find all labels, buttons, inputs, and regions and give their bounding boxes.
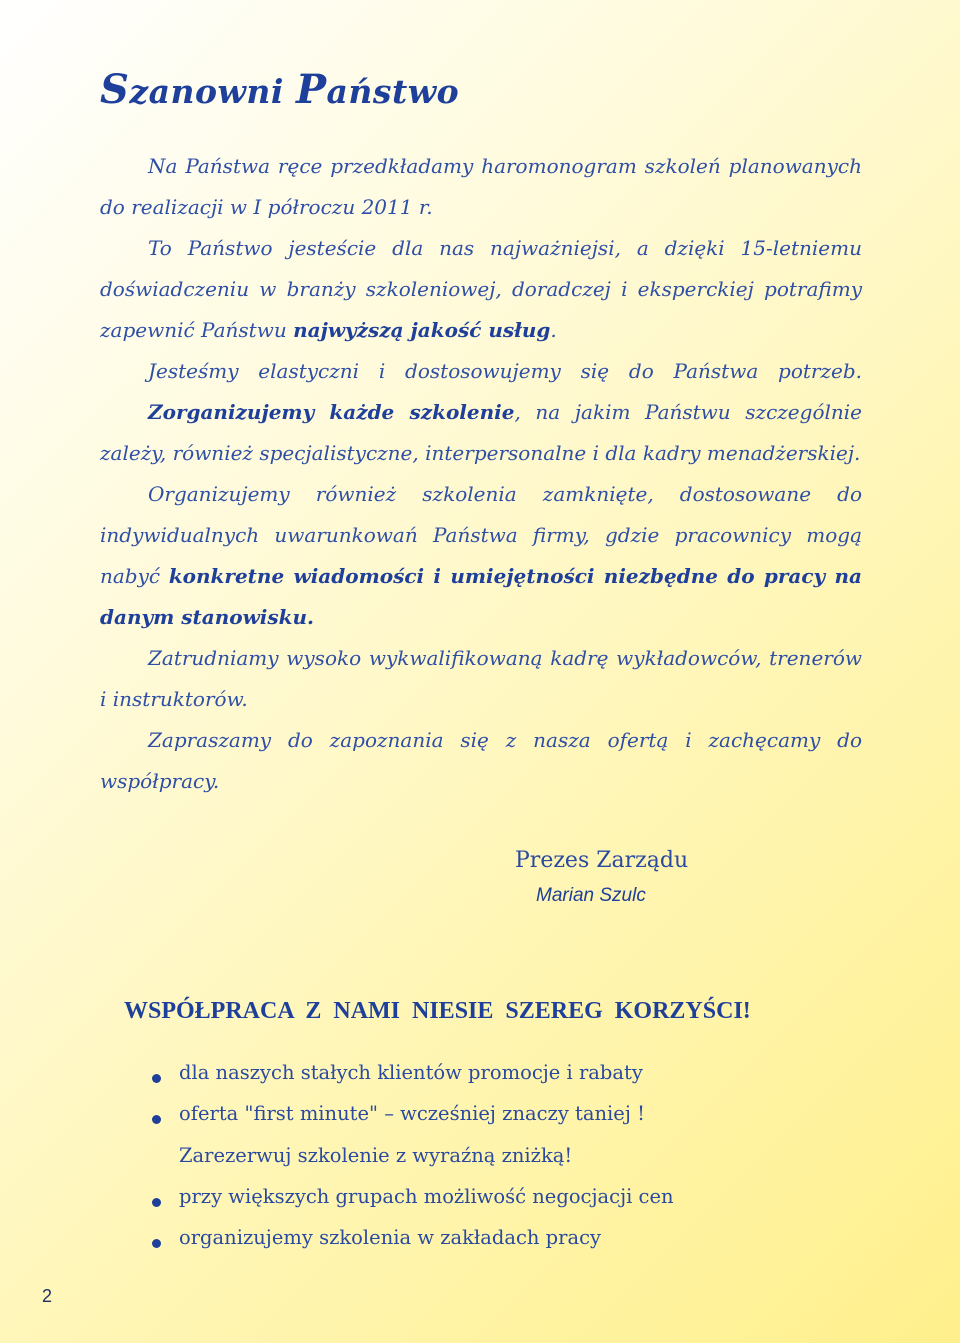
heading-initial-s: S (100, 66, 130, 113)
bullet-icon (152, 1115, 161, 1124)
paragraph-invitation: Zapraszamy do zapoznania się z nasza ofertą i zachęcamy do współpracy. (100, 728, 862, 793)
quality-end: . (550, 318, 557, 342)
paragraph-schedule: Na Państwa ręce przedkładamy haromonogram szkoleń planowanych do realizacji w I półroczu 2011 r. (100, 154, 862, 219)
any-training-text: , na jakim Państwu szczególnie zależy, również specjalistyczne, interpersonalne i dla kadry menadżerskiej. (100, 400, 863, 465)
greeting-heading (100, 66, 459, 113)
paragraph-closed-training (100, 474, 862, 638)
benefit-item-continuation (150, 1135, 674, 1176)
benefit-text: oferta "first minute" – wcześniej znaczy taniej ! (179, 1102, 645, 1126)
paragraph-any-training (100, 392, 862, 474)
paragraph-quality (100, 228, 862, 351)
benefit-item (150, 1052, 674, 1093)
heading-word-2: aństwo (326, 72, 460, 111)
heading-word-1: zanowni (129, 72, 296, 111)
benefits-list (150, 1052, 674, 1258)
letter-body (100, 146, 862, 802)
quality-text: To Państwo jesteście dla nas najważniejsi, a dzięki 15-letniemu doświadczeniu w branży szkoleniowej, doradczej i eksperckiej potrafimy zapewnić Państwu (100, 236, 862, 342)
any-training-highlight: Zorganizujemy każde szkolenie (148, 400, 515, 424)
benefit-text: organizujemy szkolenia w zakładach pracy (179, 1226, 602, 1250)
benefits-heading: WSPÓŁPRACA Z NAMI NIESIE SZEREG KORZYŚCI! (124, 998, 751, 1024)
paragraph-staff: Zatrudniamy wysoko wykwalifikowaną kadrę wykładowców, trenerów i instruktorów. (100, 646, 862, 711)
benefit-item (150, 1093, 674, 1134)
heading-initial-p: P (295, 66, 327, 113)
closed-training-highlight: konkretne wiadomości i umiejętności niezbędne do pracy na danym stanowisku. (100, 564, 862, 629)
signature-block (515, 848, 688, 907)
signature-name: Marian Szulc (536, 885, 646, 906)
benefit-item (150, 1176, 674, 1217)
benefit-text: Zarezerwuj szkolenie z wyraźną zniżką! (179, 1143, 573, 1167)
quality-highlight: najwyższą jakość usług (293, 318, 551, 342)
benefit-text: dla naszych stałych klientów promocje i rabaty (179, 1061, 643, 1084)
benefit-text: przy większych grupach możliwość negocjacji cen (179, 1184, 674, 1208)
closed-training-text: Organizujemy również szkolenia zamknięte, dostosowane do indywidualnych uwarunkowań Państwa firmy, gdzie pracownicy mogą nabyć (100, 482, 862, 588)
benefit-item (150, 1217, 674, 1258)
signature-title: Prezes Zarządu (515, 848, 689, 873)
paragraph-flexibility: Jesteśmy elastyczni i dostosowujemy się do Państwa potrzeb. (148, 359, 862, 383)
page-number: 2 (42, 1286, 53, 1306)
bullet-icon (152, 1239, 161, 1248)
bullet-icon (152, 1198, 161, 1207)
bullet-icon (152, 1074, 161, 1083)
